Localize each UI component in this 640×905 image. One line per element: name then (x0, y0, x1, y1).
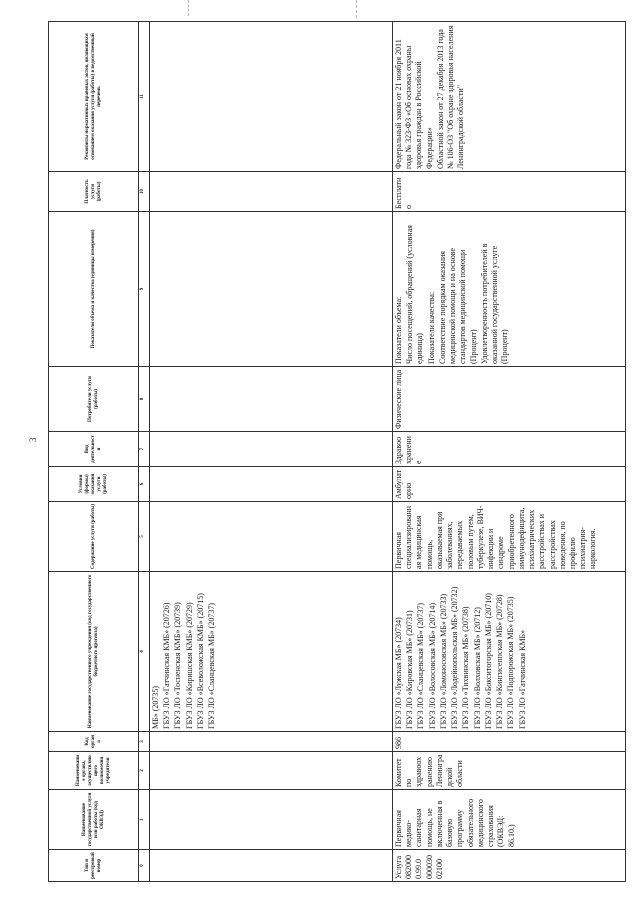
column-number: 2 (139, 752, 150, 790)
fold-line (356, 0, 357, 18)
column-number: 3 (139, 732, 150, 752)
column-number: 8 (139, 367, 150, 432)
column-number: 10 (139, 172, 150, 212)
indicator-item: Показатели качества: (426, 291, 436, 364)
table-cell (150, 790, 393, 850)
column-number: 1 (139, 790, 150, 850)
column-number-row (139, 22, 150, 882)
conditions-cell: Амбулаторно (393, 467, 626, 502)
services-table (48, 21, 626, 882)
column-number: 4 (139, 572, 150, 732)
institution-item: ГБУЗ ЛО «Кировская МБ» (20731) (405, 610, 415, 729)
column-number: 6 (139, 467, 150, 502)
legal-acts-cell (393, 22, 626, 172)
indicators-cell (393, 212, 626, 367)
institution-item: ГБУЗ ЛО «Гатчинская КМБ» (517, 629, 527, 729)
column-number: 0 (139, 850, 150, 882)
header-cell: Потребители услуги (работы) (49, 367, 139, 432)
institution-item: ГБУЗ ЛО «Кингисеппская МБ» (20728) (495, 594, 505, 729)
institution-item: ГБУЗ ЛО «Подпорожская МБ» (20735) (506, 596, 516, 729)
column-number: 11 (139, 22, 150, 172)
institution-item: ГБУЗ ЛО «Бокситогорская МБ» (20710) (483, 593, 493, 729)
header-cell: Вид деятельности (49, 432, 139, 467)
table-cell (150, 172, 393, 212)
header-cell: Код органа (49, 732, 139, 752)
service-name-cell: Первичная медико-санитарная помощь, не включенная в базовую программу обязательного медицинского страхования (ОКВЭД: 86.10.) (393, 790, 626, 850)
header-cell: Тип и реестровый номер (49, 850, 139, 882)
header-cell: Условия (формы) оказания услуги (работы) (49, 467, 139, 502)
table-cell (150, 467, 393, 502)
indicator-item: Число посещений, обращений (условная единица) (405, 225, 425, 364)
institution-item: ГБУЗ ЛО «Гатчинская КМБ» (20726) (162, 602, 172, 729)
institution-item: ГБУЗ ЛО «Ломоносовская МБ» (20733) (438, 593, 448, 729)
institution-item: ГБУЗ ЛО «Тихвинская МБ» (20738) (461, 606, 471, 729)
institution-item: ГБУЗ ЛО «Сланцевская МБ» (20737) (207, 602, 217, 729)
header-cell: Показатели объема и качества (единицы измерения) (49, 212, 139, 367)
column-number: 7 (139, 432, 150, 467)
institution-item: ГБУЗ ЛО «Лужская МБ» (20734) (394, 617, 403, 729)
table-cell (150, 432, 393, 467)
header-cell: Наименование органа, осуществляющего полномочия учредителя (49, 752, 139, 790)
header-row (49, 22, 139, 882)
type-number-cell: Услуга 082000 0.99.0 000030 02100 (393, 850, 626, 882)
table-cell (150, 367, 393, 432)
header-cell: Содержание услуги (работы) (49, 502, 139, 572)
table-cell (150, 752, 393, 790)
header-cell: Реквизиты нормативных правовых актов, являющихся основанием оказания услуги (работы) в ведомственный перечень (49, 22, 139, 172)
header-cell: Платность услуги (работы) (49, 172, 139, 212)
table-cell (150, 732, 393, 752)
institution-item: ГБУЗ ЛО «Волосовская МБ» (20714) (427, 603, 437, 729)
consumers-cell: Физические лица (393, 367, 626, 432)
table-cell (150, 22, 393, 172)
institution-item: ГБУЗ ЛО «Волховская МБ» (20712) (472, 607, 482, 729)
authority-code-cell: 986 (393, 732, 626, 752)
authority-cell: Комитет по здравоохранению Ленинградской области (393, 752, 626, 790)
institution-item: ГБУЗ ЛО «Тосненская КМБ» (20739) (173, 602, 183, 729)
institution-item: ГБУЗ ЛО «Всеволожская КМБ» (20715) (195, 593, 205, 729)
legal-act-item: Федеральный закон от 21 ноября 2011 года № 323-ФЗ «Об основах охраны здоровья граждан в Российской Федерации» (394, 39, 434, 169)
activity-cell: Здравоохранение (393, 432, 626, 467)
page-number: 3 (28, 437, 38, 442)
column-number: 5 (139, 502, 150, 572)
payment-cell: Бесплатно (393, 172, 626, 212)
table-cell (150, 850, 393, 882)
table-cell (150, 502, 393, 572)
rotated-page (48, 22, 635, 882)
column-number: 9 (139, 212, 150, 367)
header-cell: Наименование государственного учреждения (код государственного бюджетного прогноза) (49, 572, 139, 732)
content-cell: Первичная специализированная медицинская помощь, оказываемая при заболеваниях, передаваемых половым путем, туберкулезе, ВИЧ-инфекции и синдроме приобретенного иммунодефицита, психиатрических расстройствах и расстройствах поведения, по профилю психиатрия-наркология. (393, 502, 626, 572)
institution-item: ГБУЗ ЛО «Киришская КМБ» (20729) (184, 602, 194, 729)
legal-act-item: Областной закон от 27 декабря 2013 года № 106-ОЗ "Об охране здоровья населения Ленинградской области" (435, 25, 466, 169)
institution-item: МБ» (20735) (151, 685, 160, 729)
table-row (393, 22, 626, 882)
institution-item: ГБУЗ ЛО «Лодейнопольская МБ» (20732) (450, 586, 460, 729)
indicator-item: Соответствие порядкам оказания медицинской помощи и на основе стандартов медицинской помощи (Процент) (437, 247, 478, 364)
header-cell: Наименование государственной услуги или работы (код ОКВЭД) (49, 790, 139, 850)
institutions-cell (150, 572, 393, 732)
indicator-item: Показатели объема: (394, 296, 403, 364)
table-row-continued (150, 22, 393, 882)
institutions-cell (393, 572, 626, 732)
table-cell (150, 212, 393, 367)
fold-line (188, 0, 189, 16)
institution-item: ГБУЗ ЛО «Сланцевская МБ» (20737) (416, 602, 426, 729)
indicator-item: Удовлетворенность потребителей в оказанной государственной услуге (Процент) (479, 243, 510, 364)
